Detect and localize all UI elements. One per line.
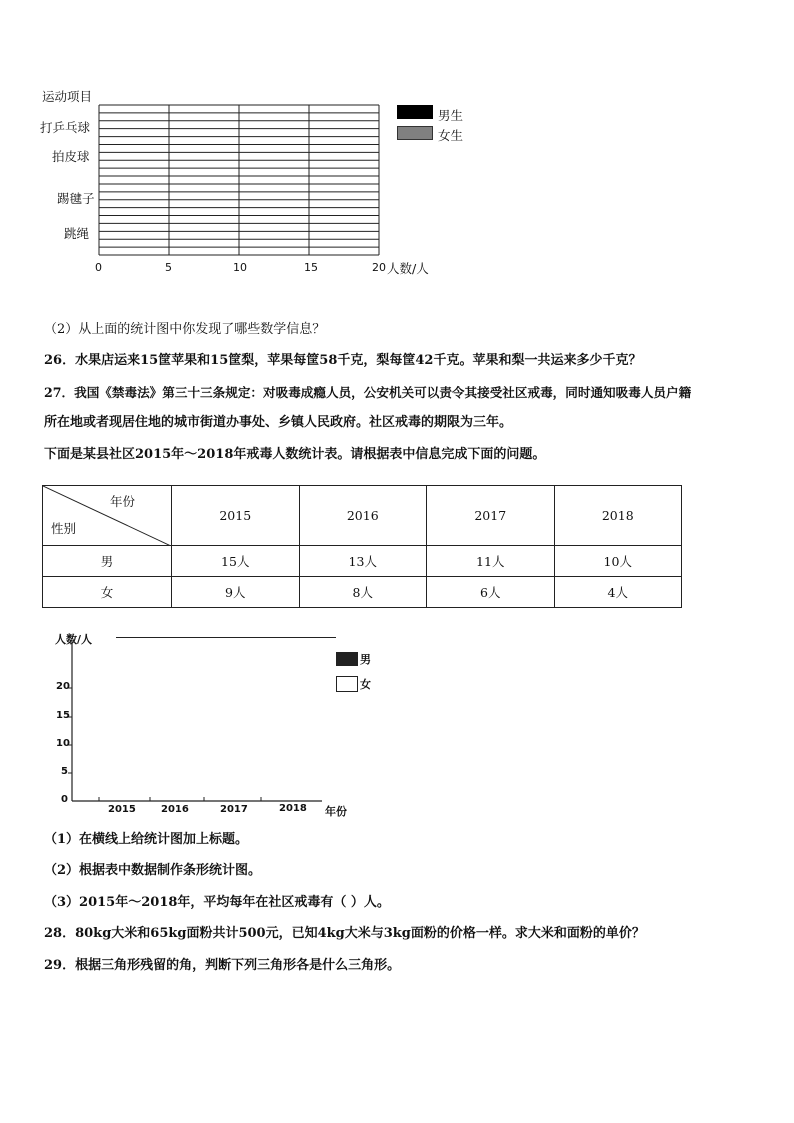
chart2-legend-label-male: 男 — [360, 653, 371, 666]
chart1-x-tick: 15 — [304, 261, 318, 274]
chart2-y-tick: 15 — [56, 710, 70, 721]
chart2-legend-label-female: 女 — [360, 678, 371, 691]
table-row-label: 女 — [43, 577, 172, 608]
chart2-y-tick: 20 — [56, 681, 70, 692]
legend-label-female: 女生 — [438, 128, 464, 143]
corner-diagonal — [43, 486, 171, 546]
table-row — [43, 577, 682, 608]
table-cell: 8人 — [299, 577, 427, 608]
chart2-x-tick: 2015 — [108, 804, 136, 815]
chart2-y-tick: 10 — [56, 738, 70, 749]
table-corner-cell — [43, 486, 172, 546]
chart1-category-label: 打乒乓球 — [40, 120, 91, 135]
table-cell: 4人 — [554, 577, 682, 608]
chart2-y-tick: 0 — [61, 794, 68, 805]
chart1-category-label: 跳绳 — [64, 226, 90, 241]
question-28: 28．80kg大米和65kg面粉共计500元，已知4kg大米与3kg面粉的价格一样。求大米和面粉的单价？ — [44, 926, 645, 941]
chart2-legend-swatch-female — [336, 676, 358, 692]
table-cell: 13人 — [299, 546, 427, 577]
table-header-year: 2015 — [172, 486, 300, 546]
table-header-year: 2018 — [554, 486, 682, 546]
chart1-grid — [0, 0, 794, 300]
legend-swatch-female — [397, 126, 433, 140]
chart2-x-tick: 2018 — [279, 803, 307, 814]
chart2-axes — [0, 620, 794, 820]
chart1-category-label: 拍皮球 — [52, 149, 90, 164]
corner-header-gender: 性别 — [51, 521, 77, 536]
table-cell: 11人 — [427, 546, 555, 577]
table-header-year: 2016 — [299, 486, 427, 546]
table-row-label: 男 — [43, 546, 172, 577]
legend-swatch-male — [397, 105, 433, 119]
chart1-x-tick: 5 — [165, 261, 172, 274]
table-cell: 15人 — [172, 546, 300, 577]
legend-label-male: 男生 — [438, 108, 464, 123]
chart2-x-tick: 2016 — [161, 804, 189, 815]
drug-rehab-table — [42, 485, 682, 608]
table-cell: 9人 — [172, 577, 300, 608]
table-cell: 6人 — [427, 577, 555, 608]
chart2-x-axis-title: 年份 — [325, 805, 347, 818]
question-27-line-1: 27．我国《禁毒法》第三十三条规定：对吸毒成瘾人员，公安机关可以责令其接受社区戒毒，同时通知吸毒人员户籍 — [44, 385, 692, 400]
chart1-x-axis-title: 人数/人 — [387, 261, 429, 276]
chart1-y-axis-title: 运动项目 — [42, 89, 93, 104]
table-header-year: 2017 — [427, 486, 555, 546]
question-27-line-2: 所在地或者现居住地的城市街道办事处、乡镇人民政府。社区戒毒的期限为三年。 — [44, 415, 513, 430]
question-25-part-2: （2）从上面的统计图中你发现了哪些数学信息？ — [44, 322, 326, 337]
chart2-y-tick: 5 — [61, 766, 68, 777]
chart1-x-tick: 20 — [372, 261, 386, 274]
table-cell: 10人 — [554, 546, 682, 577]
table-row — [43, 546, 682, 577]
question-26: 26．水果店运来15筐苹果和15筐梨，苹果每筐58千克，梨每筐42千克。苹果和梨一共运来多少千克？ — [44, 353, 642, 368]
chart1-x-tick: 0 — [95, 261, 102, 274]
sub-question-1: （1）在横线上给统计图加上标题。 — [44, 832, 249, 847]
corner-header-year: 年份 — [109, 494, 135, 509]
chart1-x-tick: 10 — [233, 261, 247, 274]
question-29: 29．根据三角形残留的角，判断下列三角形各是什么三角形。 — [44, 958, 401, 973]
question-27-line-3: 下面是某县社区2015年～2018年戒毒人数统计表。请根据表中信息完成下面的问题。 — [44, 447, 546, 462]
chart2-y-axis-title: 人数/人 — [55, 633, 93, 646]
sub-question-3: （3）2015年～2018年，平均每年在社区戒毒有（ ）人。 — [44, 895, 390, 910]
chart1-category-label: 踢毽子 — [57, 191, 95, 206]
sub-question-2: （2）根据表中数据制作条形统计图。 — [44, 863, 262, 878]
chart2-x-tick: 2017 — [220, 804, 248, 815]
chart2-legend-swatch-male — [336, 652, 358, 666]
